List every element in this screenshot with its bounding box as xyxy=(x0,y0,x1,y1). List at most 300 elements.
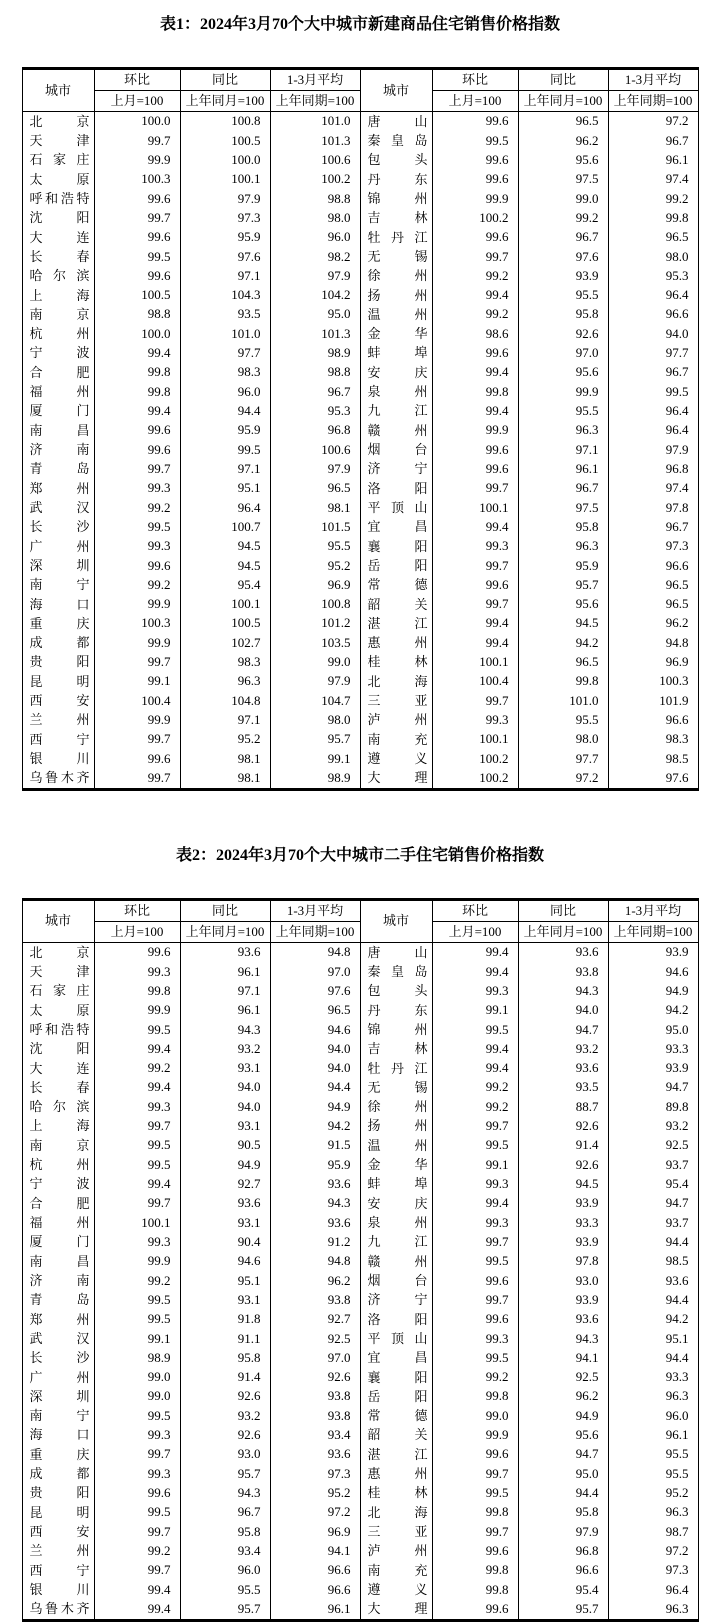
yoy-value-left: 96.1 xyxy=(180,1001,270,1020)
city-name: 合 肥 xyxy=(29,1195,90,1211)
header-avg-sub-left: 上年同期=100 xyxy=(270,921,360,942)
city-cell-left xyxy=(22,286,94,305)
city-name: 南 充 xyxy=(367,1562,428,1578)
mom-value-right: 99.5 xyxy=(432,131,518,150)
city-name: 广 州 xyxy=(29,538,90,554)
avg-value-right: 97.7 xyxy=(608,344,698,363)
city-name: 乌 鲁 木 齐 xyxy=(29,770,90,786)
city-name: 福 州 xyxy=(29,384,90,400)
mom-value-right: 99.6 xyxy=(432,1542,518,1561)
yoy-value-left: 93.6 xyxy=(180,1194,270,1213)
city-name: 大 理 xyxy=(367,770,428,786)
city-cell-left xyxy=(22,1522,94,1541)
yoy-value-right: 94.2 xyxy=(518,633,608,652)
mom-value-right: 98.6 xyxy=(432,324,518,343)
yoy-value-right: 97.9 xyxy=(518,1522,608,1541)
table-row xyxy=(22,1155,698,1174)
avg-value-right: 97.3 xyxy=(608,1561,698,1580)
city-name: 银 川 xyxy=(29,751,90,767)
yoy-value-right: 91.4 xyxy=(518,1136,608,1155)
yoy-value-right: 93.3 xyxy=(518,1213,608,1232)
mom-value-right: 99.4 xyxy=(432,1040,518,1059)
avg-value-right: 92.5 xyxy=(608,1136,698,1155)
city-name: 南 昌 xyxy=(29,422,90,438)
city-cell-left xyxy=(22,749,94,768)
yoy-value-left: 93.2 xyxy=(180,1040,270,1059)
avg-value-left: 96.1 xyxy=(270,1600,360,1621)
avg-value-left: 100.2 xyxy=(270,170,360,189)
avg-value-left: 93.8 xyxy=(270,1387,360,1406)
yoy-value-right: 93.2 xyxy=(518,1040,608,1059)
city-name: 上 海 xyxy=(29,1118,90,1134)
city-cell-right xyxy=(360,595,432,614)
mom-value-right: 99.2 xyxy=(432,267,518,286)
avg-value-right: 98.7 xyxy=(608,1522,698,1541)
yoy-value-right: 95.4 xyxy=(518,1580,608,1599)
table2 xyxy=(22,898,699,1622)
city-cell-right xyxy=(360,189,432,208)
city-name: 成 都 xyxy=(29,635,90,651)
header-avg-right: 1-3月平均 xyxy=(608,899,698,921)
header-mom-sub-left: 上月=100 xyxy=(94,91,180,112)
avg-value-right: 93.2 xyxy=(608,1117,698,1136)
yoy-value-right: 97.0 xyxy=(518,344,608,363)
avg-value-right: 96.6 xyxy=(608,556,698,575)
mom-value-right: 99.9 xyxy=(432,189,518,208)
table-row xyxy=(22,672,698,691)
city-cell-left xyxy=(22,1368,94,1387)
mom-value-right: 99.7 xyxy=(432,1117,518,1136)
avg-value-right: 99.8 xyxy=(608,209,698,228)
yoy-value-right: 94.5 xyxy=(518,614,608,633)
city-name: 郑 州 xyxy=(29,1311,90,1327)
city-cell-left xyxy=(22,1542,94,1561)
yoy-value-right: 93.9 xyxy=(518,267,608,286)
avg-value-left: 95.7 xyxy=(270,730,360,749)
city-name: 遵 义 xyxy=(367,751,428,767)
mom-value-left: 99.4 xyxy=(94,1600,180,1621)
city-name: 海 口 xyxy=(29,596,90,612)
mom-value-right: 99.2 xyxy=(432,305,518,324)
mom-value-right: 99.6 xyxy=(432,1600,518,1621)
mom-value-left: 100.1 xyxy=(94,1213,180,1232)
mom-value-right: 100.2 xyxy=(432,749,518,768)
mom-value-right: 99.6 xyxy=(432,1445,518,1464)
mom-value-left: 99.9 xyxy=(94,1252,180,1271)
table-row xyxy=(22,247,698,266)
avg-value-left: 101.3 xyxy=(270,324,360,343)
mom-value-left: 99.2 xyxy=(94,1271,180,1290)
city-name: 秦 皇 岛 xyxy=(367,963,428,979)
avg-value-right: 94.4 xyxy=(608,1291,698,1310)
mom-value-right: 99.7 xyxy=(432,595,518,614)
header-mom-right: 环比 xyxy=(432,69,518,91)
city-cell-right xyxy=(360,421,432,440)
avg-value-right: 96.3 xyxy=(608,1600,698,1621)
table-row xyxy=(22,595,698,614)
city-name: 金 华 xyxy=(367,326,428,342)
city-name: 惠 州 xyxy=(367,635,428,651)
city-cell-left xyxy=(22,112,94,132)
city-name: 贵 阳 xyxy=(29,1485,90,1501)
yoy-value-left: 93.1 xyxy=(180,1117,270,1136)
yoy-value-left: 100.5 xyxy=(180,614,270,633)
city-cell-left xyxy=(22,247,94,266)
avg-value-right: 96.6 xyxy=(608,305,698,324)
avg-value-left: 94.2 xyxy=(270,1117,360,1136)
yoy-value-left: 94.3 xyxy=(180,1020,270,1039)
table-row xyxy=(22,131,698,150)
city-cell-left xyxy=(22,440,94,459)
city-name: 牡 丹 江 xyxy=(367,1060,428,1076)
mom-value-right: 99.6 xyxy=(432,112,518,132)
yoy-value-left: 93.4 xyxy=(180,1542,270,1561)
mom-value-left: 99.3 xyxy=(94,537,180,556)
city-name: 洛 阳 xyxy=(367,480,428,496)
avg-value-right: 96.1 xyxy=(608,1426,698,1445)
yoy-value-right: 95.8 xyxy=(518,518,608,537)
city-name: 牡 丹 江 xyxy=(367,229,428,245)
city-name: 唐 山 xyxy=(367,944,428,960)
city-cell-left xyxy=(22,189,94,208)
table-row xyxy=(22,537,698,556)
yoy-value-left: 94.3 xyxy=(180,1484,270,1503)
avg-value-right: 97.2 xyxy=(608,1542,698,1561)
yoy-value-right: 96.5 xyxy=(518,112,608,132)
mom-value-right: 99.9 xyxy=(432,421,518,440)
yoy-value-left: 92.6 xyxy=(180,1387,270,1406)
city-cell-right xyxy=(360,151,432,170)
table-row xyxy=(22,440,698,459)
city-cell-left xyxy=(22,1252,94,1271)
yoy-value-left: 94.0 xyxy=(180,1078,270,1097)
city-cell-left xyxy=(22,614,94,633)
avg-value-right: 96.4 xyxy=(608,421,698,440)
city-cell-right xyxy=(360,1600,432,1621)
mom-value-right: 99.4 xyxy=(432,942,518,962)
yoy-value-right: 92.5 xyxy=(518,1368,608,1387)
avg-value-right: 96.5 xyxy=(608,228,698,247)
yoy-value-right: 93.6 xyxy=(518,1310,608,1329)
city-name: 温 州 xyxy=(367,306,428,322)
city-name: 兰 州 xyxy=(29,712,90,728)
city-cell-right xyxy=(360,344,432,363)
yoy-value-left: 90.4 xyxy=(180,1233,270,1252)
city-cell-left xyxy=(22,382,94,401)
avg-value-left: 100.8 xyxy=(270,595,360,614)
city-cell-left xyxy=(22,1387,94,1406)
city-name: 福 州 xyxy=(29,1215,90,1231)
yoy-value-left: 102.7 xyxy=(180,633,270,652)
mom-value-right: 99.3 xyxy=(432,537,518,556)
avg-value-left: 100.6 xyxy=(270,440,360,459)
city-name: 宁 波 xyxy=(29,1176,90,1192)
city-name: 三 亚 xyxy=(367,693,428,709)
city-cell-right xyxy=(360,962,432,981)
avg-value-left: 93.8 xyxy=(270,1291,360,1310)
city-cell-left xyxy=(22,730,94,749)
mom-value-right: 99.4 xyxy=(432,518,518,537)
city-name: 赣 州 xyxy=(367,1253,428,1269)
yoy-value-right: 97.6 xyxy=(518,247,608,266)
city-name: 长 沙 xyxy=(29,1350,90,1366)
city-name: 郑 州 xyxy=(29,480,90,496)
city-cell-right xyxy=(360,537,432,556)
yoy-value-left: 91.8 xyxy=(180,1310,270,1329)
city-name: 长 春 xyxy=(29,248,90,264)
city-cell-left xyxy=(22,1503,94,1522)
city-cell-right xyxy=(360,614,432,633)
city-name: 徐 州 xyxy=(367,268,428,284)
yoy-value-left: 92.6 xyxy=(180,1426,270,1445)
city-name: 武 汉 xyxy=(29,499,90,515)
city-name: 吉 林 xyxy=(367,1041,428,1057)
table-row xyxy=(22,209,698,228)
mom-value-right: 100.1 xyxy=(432,653,518,672)
mom-value-left: 99.3 xyxy=(94,1426,180,1445)
city-cell-right xyxy=(360,1136,432,1155)
avg-value-right: 95.1 xyxy=(608,1329,698,1348)
yoy-value-right: 99.8 xyxy=(518,672,608,691)
city-cell-left xyxy=(22,1484,94,1503)
city-cell-right xyxy=(360,1117,432,1136)
mom-value-left: 99.5 xyxy=(94,247,180,266)
city-cell-right xyxy=(360,1233,432,1252)
city-cell-right xyxy=(360,1561,432,1580)
mom-value-right: 99.8 xyxy=(432,1580,518,1599)
table-row xyxy=(22,1464,698,1483)
yoy-value-left: 100.1 xyxy=(180,595,270,614)
city-name: 厦 门 xyxy=(29,1234,90,1250)
avg-value-left: 101.5 xyxy=(270,518,360,537)
yoy-value-left: 95.4 xyxy=(180,576,270,595)
city-cell-left xyxy=(22,151,94,170)
mom-value-left: 99.1 xyxy=(94,672,180,691)
mom-value-left: 99.5 xyxy=(94,1020,180,1039)
avg-value-right: 96.2 xyxy=(608,614,698,633)
city-name: 武 汉 xyxy=(29,1330,90,1346)
yoy-value-left: 101.0 xyxy=(180,324,270,343)
mom-value-left: 100.5 xyxy=(94,286,180,305)
city-name: 深 圳 xyxy=(29,1388,90,1404)
city-cell-left xyxy=(22,498,94,517)
mom-value-left: 98.9 xyxy=(94,1349,180,1368)
city-name: 西 安 xyxy=(29,1524,90,1540)
mom-value-left: 99.0 xyxy=(94,1368,180,1387)
city-cell-right xyxy=(360,286,432,305)
avg-value-left: 99.1 xyxy=(270,749,360,768)
table-row xyxy=(22,1252,698,1271)
city-name: 太 原 xyxy=(29,171,90,187)
mom-value-right: 99.8 xyxy=(432,1561,518,1580)
mom-value-right: 99.5 xyxy=(432,1252,518,1271)
avg-value-left: 95.5 xyxy=(270,537,360,556)
city-name: 泉 州 xyxy=(367,1215,428,1231)
city-name: 遵 义 xyxy=(367,1581,428,1597)
avg-value-left: 94.1 xyxy=(270,1542,360,1561)
city-cell-right xyxy=(360,691,432,710)
city-cell-left xyxy=(22,363,94,382)
city-cell-right xyxy=(360,730,432,749)
city-name: 沈 阳 xyxy=(29,1041,90,1057)
yoy-value-left: 96.3 xyxy=(180,672,270,691)
mom-value-right: 99.6 xyxy=(432,576,518,595)
city-name: 哈 尔 滨 xyxy=(29,268,90,284)
yoy-value-left: 95.7 xyxy=(180,1600,270,1621)
yoy-value-right: 95.5 xyxy=(518,711,608,730)
city-cell-right xyxy=(360,267,432,286)
mom-value-right: 99.7 xyxy=(432,1291,518,1310)
city-cell-left xyxy=(22,942,94,962)
city-name: 桂 林 xyxy=(367,654,428,670)
city-cell-left xyxy=(22,576,94,595)
mom-value-left: 100.3 xyxy=(94,614,180,633)
mom-value-left: 99.9 xyxy=(94,1001,180,1020)
mom-value-right: 99.7 xyxy=(432,1233,518,1252)
mom-value-left: 99.3 xyxy=(94,962,180,981)
yoy-value-left: 99.5 xyxy=(180,440,270,459)
city-name: 重 庆 xyxy=(29,1446,90,1462)
table-row xyxy=(22,1020,698,1039)
table-row xyxy=(22,1561,698,1580)
city-name: 九 江 xyxy=(367,403,428,419)
city-cell-left xyxy=(22,1001,94,1020)
city-name: 石 家 庄 xyxy=(29,152,90,168)
avg-value-right: 97.6 xyxy=(608,769,698,790)
mom-value-left: 99.5 xyxy=(94,518,180,537)
city-name: 桂 林 xyxy=(367,1485,428,1501)
mom-value-right: 100.2 xyxy=(432,769,518,790)
yoy-value-right: 94.9 xyxy=(518,1406,608,1425)
mom-value-left: 99.7 xyxy=(94,769,180,790)
table-row xyxy=(22,711,698,730)
mom-value-left: 99.2 xyxy=(94,1542,180,1561)
mom-value-right: 100.1 xyxy=(432,730,518,749)
table-row xyxy=(22,1522,698,1541)
yoy-value-right: 94.7 xyxy=(518,1445,608,1464)
city-cell-right xyxy=(360,498,432,517)
city-name: 平 顶 山 xyxy=(367,1330,428,1346)
city-cell-left xyxy=(22,633,94,652)
mom-value-right: 99.6 xyxy=(432,344,518,363)
avg-value-left: 93.6 xyxy=(270,1213,360,1232)
yoy-value-left: 97.1 xyxy=(180,711,270,730)
city-cell-right xyxy=(360,402,432,421)
city-cell-right xyxy=(360,324,432,343)
yoy-value-right: 94.1 xyxy=(518,1349,608,1368)
city-name: 乌 鲁 木 齐 xyxy=(29,1601,90,1617)
city-cell-left xyxy=(22,131,94,150)
city-name: 上 海 xyxy=(29,287,90,303)
header-avg-left: 1-3月平均 xyxy=(270,69,360,91)
mom-value-left: 100.0 xyxy=(94,112,180,132)
avg-value-right: 94.2 xyxy=(608,1310,698,1329)
city-cell-right xyxy=(360,1020,432,1039)
city-cell-right xyxy=(360,440,432,459)
avg-value-right: 97.8 xyxy=(608,498,698,517)
yoy-value-left: 95.5 xyxy=(180,1580,270,1599)
city-cell-left xyxy=(22,1175,94,1194)
yoy-value-left: 95.1 xyxy=(180,479,270,498)
city-name: 哈 尔 滨 xyxy=(29,1099,90,1115)
avg-value-right: 96.6 xyxy=(608,711,698,730)
city-name: 宜 昌 xyxy=(367,519,428,535)
city-cell-right xyxy=(360,305,432,324)
city-cell-left xyxy=(22,1580,94,1599)
mom-value-left: 99.5 xyxy=(94,1136,180,1155)
city-name: 泉 州 xyxy=(367,384,428,400)
city-name: 韶 关 xyxy=(367,596,428,612)
city-name: 包 头 xyxy=(367,152,428,168)
yoy-value-right: 96.6 xyxy=(518,1561,608,1580)
yoy-value-right: 97.2 xyxy=(518,769,608,790)
city-cell-right xyxy=(360,382,432,401)
table-row xyxy=(22,962,698,981)
mom-value-left: 99.4 xyxy=(94,1040,180,1059)
yoy-value-right: 95.8 xyxy=(518,305,608,324)
city-name: 赣 州 xyxy=(367,422,428,438)
city-cell-right xyxy=(360,228,432,247)
avg-value-left: 96.6 xyxy=(270,1561,360,1580)
yoy-value-left: 97.7 xyxy=(180,344,270,363)
mom-value-right: 99.6 xyxy=(432,1271,518,1290)
table-row xyxy=(22,1117,698,1136)
avg-value-right: 96.7 xyxy=(608,131,698,150)
avg-value-left: 93.8 xyxy=(270,1406,360,1425)
city-name: 北 海 xyxy=(367,1504,428,1520)
table1-title: 表1：2024年3月70个大中城市新建商品住宅销售价格指数 xyxy=(159,16,560,33)
avg-value-left: 104.2 xyxy=(270,286,360,305)
city-name: 惠 州 xyxy=(367,1466,428,1482)
mom-value-left: 99.6 xyxy=(94,942,180,962)
yoy-value-right: 92.6 xyxy=(518,324,608,343)
city-cell-right xyxy=(360,749,432,768)
city-name: 西 安 xyxy=(29,693,90,709)
city-cell-left xyxy=(22,1020,94,1039)
avg-value-left: 98.1 xyxy=(270,498,360,517)
city-cell-right xyxy=(360,518,432,537)
city-cell-right xyxy=(360,711,432,730)
header-yoy-left: 同比 xyxy=(180,899,270,921)
yoy-value-right: 95.6 xyxy=(518,363,608,382)
header-mom-left: 环比 xyxy=(94,69,180,91)
avg-value-left: 94.8 xyxy=(270,942,360,962)
yoy-value-left: 93.5 xyxy=(180,305,270,324)
yoy-value-right: 96.7 xyxy=(518,479,608,498)
mom-value-right: 100.4 xyxy=(432,672,518,691)
avg-value-right: 95.0 xyxy=(608,1020,698,1039)
city-cell-left xyxy=(22,595,94,614)
avg-value-left: 99.0 xyxy=(270,653,360,672)
table-row xyxy=(22,1368,698,1387)
avg-value-left: 95.2 xyxy=(270,1484,360,1503)
table-row xyxy=(22,633,698,652)
avg-value-left: 97.0 xyxy=(270,962,360,981)
table1 xyxy=(22,67,699,791)
header-mom-sub-left: 上月=100 xyxy=(94,921,180,942)
mom-value-left: 99.5 xyxy=(94,1291,180,1310)
avg-value-right: 96.4 xyxy=(608,402,698,421)
city-cell-left xyxy=(22,1213,94,1232)
table1-body xyxy=(22,112,698,790)
yoy-value-right: 93.5 xyxy=(518,1078,608,1097)
city-name: 湛 江 xyxy=(367,615,428,631)
city-cell-right xyxy=(360,1445,432,1464)
city-name: 洛 阳 xyxy=(367,1311,428,1327)
city-cell-right xyxy=(360,1368,432,1387)
city-name: 呼 和 浩 特 xyxy=(29,1021,90,1037)
avg-value-left: 97.9 xyxy=(270,672,360,691)
